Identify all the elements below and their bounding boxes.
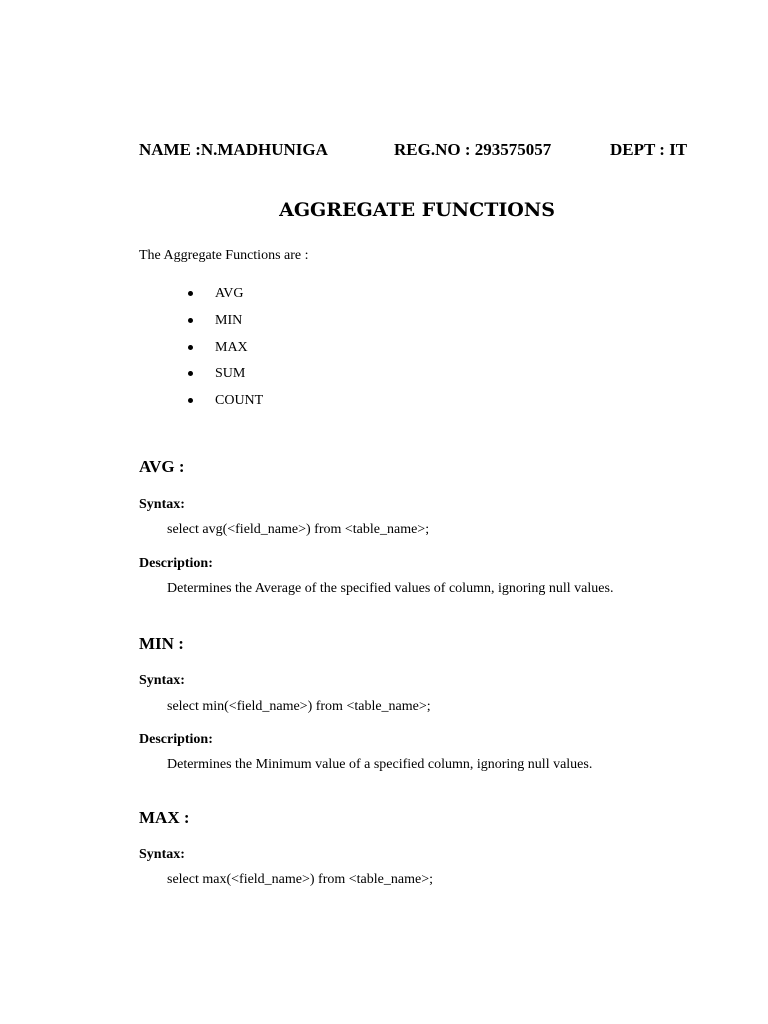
document-title: AGGREGATE FUNCTIONS [279, 199, 555, 221]
syntax-text: select avg(<field_name>) from <table_name>; [167, 522, 430, 537]
list-item [188, 311, 263, 338]
syntax-label: Syntax: [139, 497, 185, 512]
syntax-text: select min(<field_name>) from <table_name>; [167, 699, 431, 714]
section-heading-avg: AVG : [139, 457, 185, 476]
bullet-icon [188, 345, 193, 350]
section-heading-min: MIN : [139, 634, 184, 653]
bullet-icon [188, 291, 193, 296]
description-text: Determines the Minimum value of a specified column, ignoring null values. [167, 757, 593, 772]
list-item-label: AVG [215, 286, 244, 301]
registration-number: REG.NO : 293575057 [394, 140, 552, 159]
section-heading-max: MAX : [139, 808, 190, 827]
bullet-icon [188, 371, 193, 376]
list-item-label: MAX [215, 339, 248, 355]
description-text: Determines the Average of the specified values of column, ignoring null values. [167, 581, 614, 596]
bullet-icon [188, 318, 193, 323]
description-label: Description: [139, 732, 213, 747]
list-item [188, 284, 263, 311]
department: DEPT : IT [610, 140, 688, 159]
bullet-icon [188, 398, 193, 403]
list-item-label: SUM [215, 366, 246, 382]
intro-text: The Aggregate Functions are : [139, 248, 309, 263]
syntax-text: select max(<field_name>) from <table_name>; [167, 872, 433, 887]
student-name: NAME :N.MADHUNIGA [139, 140, 328, 159]
list-item-label: COUNT [215, 393, 264, 409]
list-item [188, 364, 263, 391]
syntax-label: Syntax: [139, 673, 185, 688]
function-list [188, 284, 263, 418]
list-item [188, 391, 263, 418]
list-item-label: MIN [215, 312, 243, 328]
description-label: Description: [139, 556, 213, 571]
list-item [188, 338, 263, 365]
syntax-label: Syntax: [139, 847, 185, 862]
